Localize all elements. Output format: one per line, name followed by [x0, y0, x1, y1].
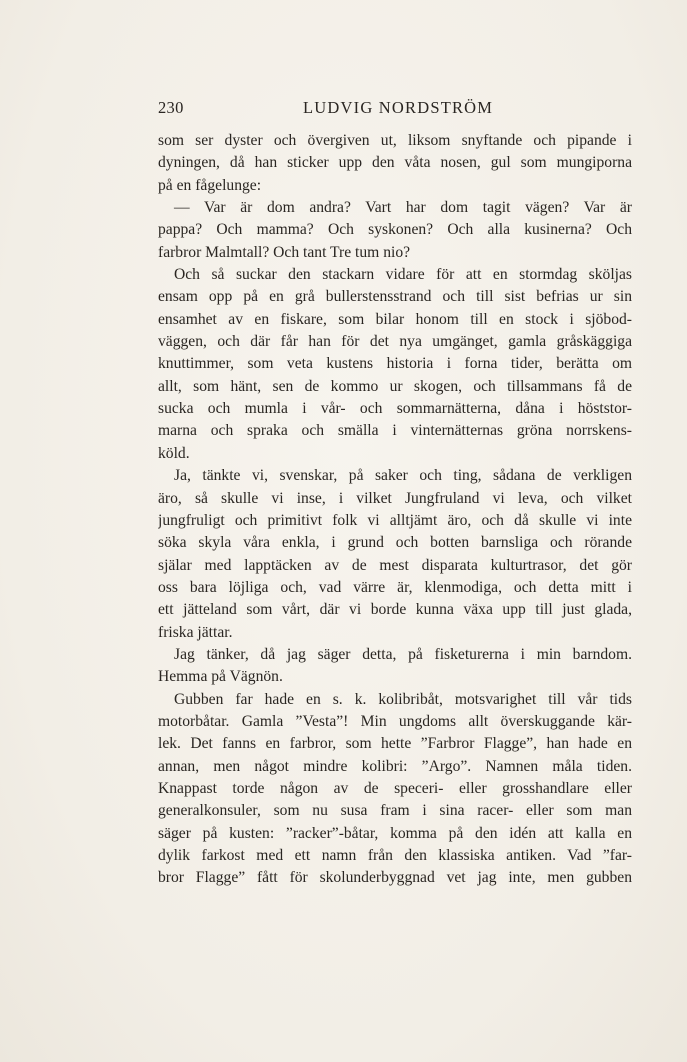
paragraph [158, 689, 632, 890]
text-line: marna och spraka och smälla i vinternätternas gröna norrskens- [158, 422, 632, 440]
text-line: ett jätteland som vårt, där vi borde kunna växa upp till just glada, [158, 601, 632, 619]
text-line: Jag tänker, då jag säger detta, på fisketurerna i min barndom. [174, 645, 632, 663]
text-line: Gubben far hade en s. k. kolibribåt, motsvarighet till vår tids [174, 690, 632, 708]
body-text [158, 130, 632, 890]
text-line: köld. [158, 444, 190, 462]
text-line: Och så suckar den stackarn vidare för att en stormdag sköljas [174, 266, 632, 284]
text-line: ensam opp på en grå bullerstensstrand och till sist befrias ur sin [158, 288, 632, 306]
text-line: väggen, och där får han för det nya umgänget, gamla gråskäggiga [158, 333, 632, 351]
text-line: farbror Malmtall? Och tant Tre tum nio? [158, 243, 411, 261]
text-line: oss bara löjliga och, vad värre är, klenmodiga, och detta mitt i [158, 578, 632, 596]
text-line: friska jättar. [158, 623, 233, 641]
text-line: — Var är dom andra? Vart har dom tagit vägen? Var är [174, 199, 632, 217]
text-line: Knappast torde någon av de speceri- eller grosshandlare eller [158, 779, 632, 797]
text-line: annan, men något mindre kolibri: ”Argo”. Namnen måla tiden. [158, 757, 632, 775]
running-title: LUDVIG NORDSTRÖM [303, 98, 494, 117]
text-line: pappa? Och mamma? Och syskonen? Och alla kusinerna? Och [158, 221, 632, 239]
paragraph [158, 465, 632, 644]
text-line: sucka och mumla i vår- och sommarnätterna, dåna i höststor- [158, 400, 632, 418]
text-line: dyningen, då han sticker upp den våta nosen, gul som mungiporna [158, 154, 632, 172]
text-line: söka skyla våra enkla, i grund och botten barnsliga och rörande [158, 534, 632, 552]
page-header [158, 98, 632, 120]
text-line: lek. Det fanns en farbror, som hette ”Farbror Flagge”, han hade en [158, 735, 632, 753]
text-line: jungfruligt och primitivt folk vi alltjämt äro, och då skulle vi inte [158, 511, 632, 529]
text-line: Hemma på Vägnön. [158, 668, 283, 686]
paragraph [158, 197, 632, 264]
text-line: knuttimmer, som veta kustens historia i forna tider, berätta om [158, 355, 632, 373]
text-line: som ser dyster och övergiven ut, liksom snyftande och pipande i [158, 132, 632, 149]
text-line: ensamhet av en fiskare, som bilar honom till en stock i sjöbod- [158, 310, 632, 328]
paragraph [158, 264, 632, 465]
paragraph [158, 130, 632, 197]
paragraph [158, 644, 632, 689]
text-line: äro, så skulle vi inse, i vilket Jungfruland vi leva, och vilket [158, 489, 632, 507]
text-line: själar med lapptäcken av de mest disparata kulturtrasor, det gör [158, 556, 632, 574]
page-number: 230 [158, 98, 184, 117]
text-line: Ja, tänkte vi, svenskar, på saker och ting, sådana de verkligen [174, 467, 632, 485]
text-line: allt, som hänt, sen de kommo ur skogen, och tillsammans få de [158, 377, 632, 395]
text-line: motorbåtar. Gamla ”Vesta”! Min ungdoms allt överskuggande kär- [158, 712, 632, 730]
text-line: bror Flagge” fått för skolunderbyggnad vet jag inte, men gubben [158, 869, 632, 887]
text-line: på en fågelunge: [158, 176, 262, 194]
text-line: generalkonsuler, som nu susa fram i sina racer- eller som man [158, 802, 632, 820]
text-line: säger på kusten: ”racker”-båtar, komma på den idén att kalla en [158, 824, 632, 842]
text-line: dylik farkost med ett namn från den klassiska antiken. Vad ”far- [158, 847, 632, 864]
